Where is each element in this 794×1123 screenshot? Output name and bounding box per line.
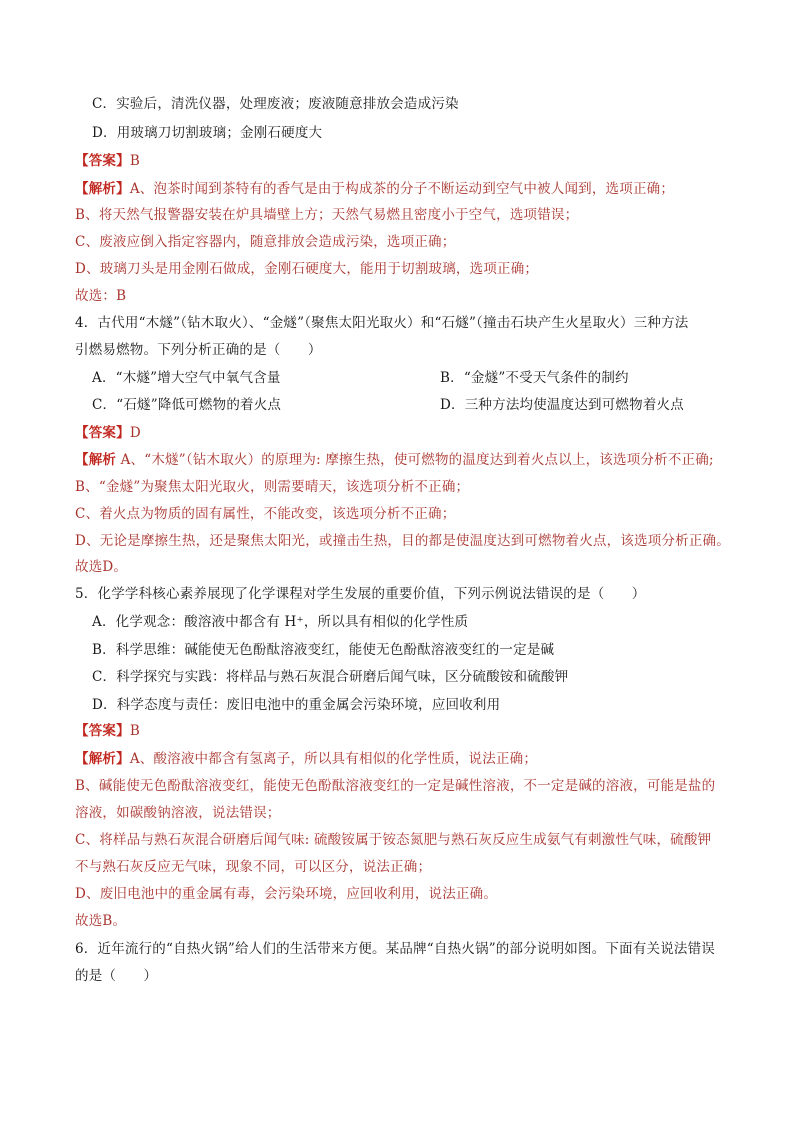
q6-stem-line-1: 6．近年流行的“自热火锅”给人们的生活带来方便。某品牌“自热火锅”的部分说明如图。下面有关说法错误 xyxy=(75,941,715,957)
q5-analysis-line-2: B、碱能使无色酚酞溶液变红，能使无色酚酞溶液变红的一定是碱性溶液，不一定是碱的溶液，可能是盐的 xyxy=(75,778,716,794)
q3-option-d: D．用玻璃刀切割玻璃；金刚石硬度大 xyxy=(92,125,323,141)
q4-analysis-line-4: D、无论是摩擦生热，还是聚焦太阳光，或撞击生热，目的都是使温度达到可燃物着火点，该选项分析正确。 xyxy=(75,533,730,549)
q5-analysis-line-3: 溶液，如碳酸钠溶液，说法错误； xyxy=(75,805,281,821)
q5-option-d: D．科学态度与责任：废旧电池中的重金属会污染环境，应回收利用 xyxy=(92,697,501,713)
analysis-label: 【解析】 xyxy=(75,751,130,767)
q3-analysis-line-2: B、将天然气报警器安装在炉具墙壁上方；天然气易燃且密度小于空气，选项错误； xyxy=(75,207,579,223)
q5-option-c: C．科学探究与实践：将样品与熟石灰混合研磨后闻气味，区分硫酸铵和硫酸钾 xyxy=(92,669,569,685)
q5-answer xyxy=(75,722,745,740)
q4-option-b: B．“金燧”不受天气条件的制约 xyxy=(440,370,629,386)
q4-stem-line-1: 4．古代用“木燧”（钻木取火）、“金燧”（聚焦太阳光取火）和“石燧”（撞击石块产生火星取火）三种方法 xyxy=(75,315,689,331)
q5-analysis-line-5: 不与熟石灰反应无气味，现象不同，可以区分，说法正确； xyxy=(75,859,432,875)
q3-analysis-line-5: 故选：B xyxy=(75,288,127,304)
q4-analysis-line-2: B、“金燧”为聚焦太阳光取火，则需要晴天，该选项分析不正确； xyxy=(75,479,470,495)
answer-label: 【答案】 xyxy=(75,425,130,441)
q5-analysis-line-7: 故选B。 xyxy=(75,913,127,929)
q5-analysis-line-6: D、废旧电池中的重金属有毒，会污染环境，应回收利用，说法正确。 xyxy=(75,886,498,902)
q3-answer xyxy=(75,152,745,170)
q3-analysis-line-4: D、玻璃刀头是用金刚石做成，金刚石硬度大，能用于切割玻璃，选项正确； xyxy=(75,261,539,277)
q4-analysis-line-1: 【解析 A、“木燧”（钻木取火）的原理为: 摩擦生热，使可燃物的温度达到着火点以上，该选项分析不正确; xyxy=(75,452,714,468)
q4-analysis-line-5: 故选D。 xyxy=(75,559,128,575)
q5-analysis-line-1: 【解析】A、酸溶液中都含有氢离子，所以具有相似的化学性质，说法正确； xyxy=(75,751,538,767)
q4-option-c: C．“石燧”降低可燃物的着火点 xyxy=(92,397,282,413)
answer-label: 【答案】 xyxy=(75,723,130,739)
q6-stem-line-2: 的是（ ） xyxy=(75,968,158,984)
q4-option-d: D．三种方法均使温度达到可燃物着火点 xyxy=(440,397,684,413)
q4-options-row-1 xyxy=(92,369,762,387)
q5-stem: 5．化学学科核心素养展现了化学课程对学生发展的重要价值，下列示例说法错误的是（ ） xyxy=(75,586,646,602)
q4-answer xyxy=(75,424,745,442)
q5-option-a: A．化学观念：酸溶液中都含有 H⁺，所以具有相似的化学性质 xyxy=(92,614,469,630)
q5-analysis-line-4: C、将样品与熟石灰混合研磨后闻气味: 硫酸铵属于铵态氮肥与熟石灰反应生成氨气有刺激性气味，硫酸钾 xyxy=(75,832,712,848)
q5-option-b: B．科学思维：碱能使无色酚酞溶液变红，能使无色酚酞溶液变红的一定是碱 xyxy=(92,642,555,658)
q4-stem-line-2: 引燃易燃物。下列分析正确的是（ ） xyxy=(75,342,322,358)
answer-label: 【答案】 xyxy=(75,153,130,169)
answer-value: B xyxy=(129,723,140,739)
q3-option-c: C．实验后，清洗仪器，处理废液；废液随意排放会造成污染 xyxy=(92,96,459,112)
q4-option-a: A．“木燧”增大空气中氧气含量 xyxy=(92,370,281,386)
q4-analysis-line-3: C、着火点为物质的固有属性，不能改变，该选项分析不正确； xyxy=(75,506,456,522)
analysis-label: 【解析】 xyxy=(75,181,130,197)
q4-options-row-2 xyxy=(92,396,762,414)
answer-value: B xyxy=(129,153,140,169)
analysis-label: 【解析 xyxy=(75,452,117,468)
q3-analysis-line-3: C、废液应倒入指定容器内，随意排放会造成污染，选项正确； xyxy=(75,234,456,250)
q3-analysis-line-1: 【解析】A、泡茶时闻到茶特有的香气是由于构成茶的分子不断运动到空气中被人闻到，选项正确； xyxy=(75,181,675,197)
answer-value: D xyxy=(129,425,141,441)
